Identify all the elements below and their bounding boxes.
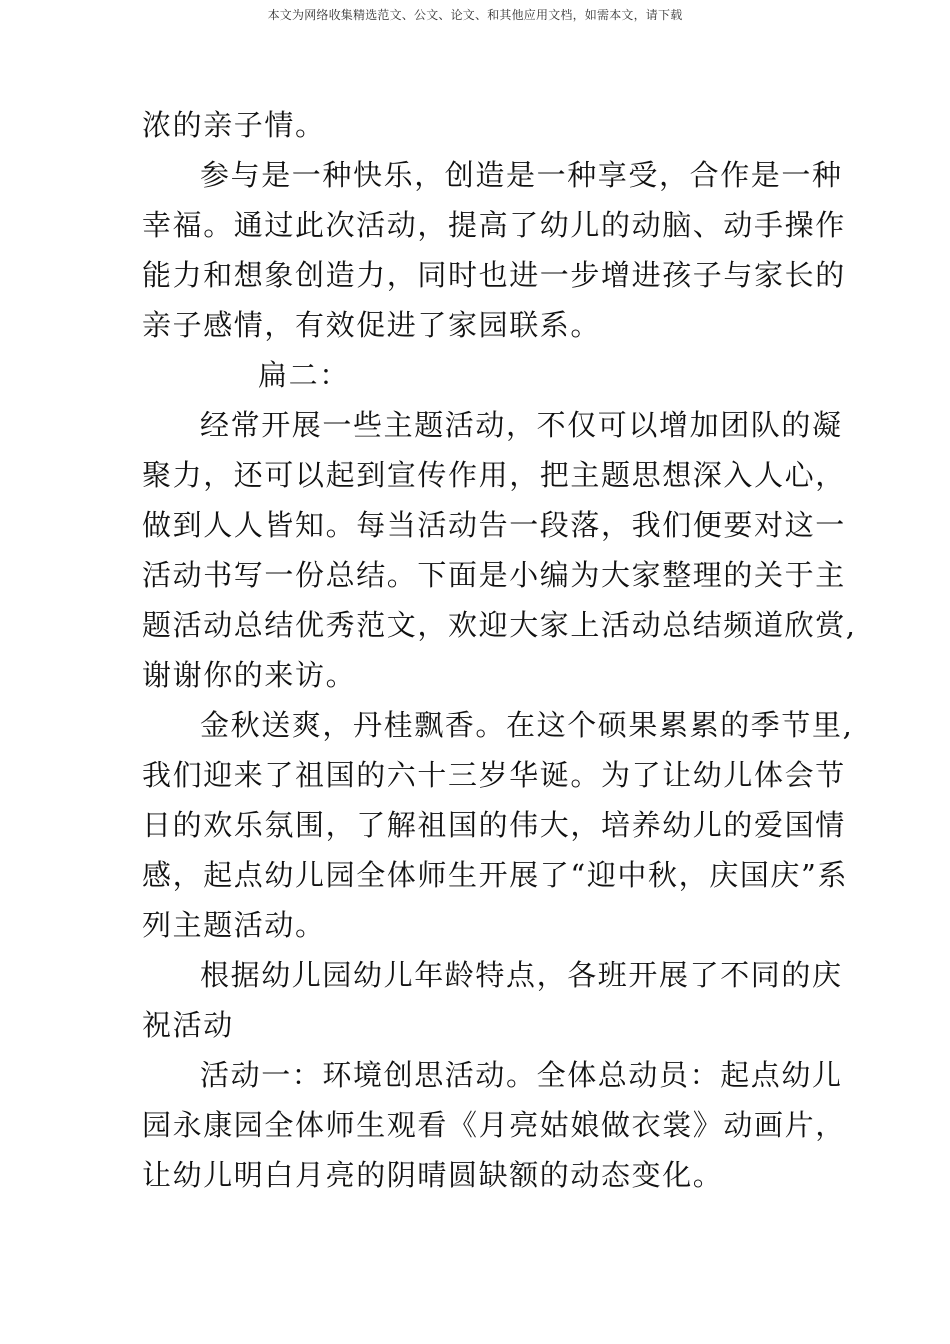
text-line: 谢谢你的来访。 — [142, 658, 357, 692]
text-line: 能力和想象创造力，同时也进一步增进孩子与家长的 — [142, 258, 846, 292]
text-line: 列主题活动。 — [142, 908, 326, 942]
text-line: 题活动总结优秀范文，欢迎大家上活动总结频道欣赏, — [142, 608, 857, 642]
text-line: 参与是一种快乐，创造是一种享受，合作是一种 — [200, 158, 843, 192]
text-line: 亲子感情，有效促进了家园联系。 — [142, 308, 602, 342]
text-line: 活动一：环境创思活动。全体总动员：起点幼儿 — [200, 1058, 843, 1092]
text-line: 幸福。通过此次活动，提高了幼儿的动脑、动手操作 — [142, 208, 846, 242]
text-line: 祝活动 — [142, 1008, 234, 1042]
document-body — [142, 100, 857, 1200]
text-line: 浓的亲子情。 — [142, 108, 326, 142]
text-line: 日的欢乐氛围，了解祖国的伟大，培养幼儿的爱国情 — [142, 808, 846, 842]
text-line: 经常开展一些主题活动，不仅可以增加团队的凝 — [200, 408, 843, 442]
text-line: 我们迎来了祖国的六十三岁华诞。为了让幼儿体会节 — [142, 758, 846, 792]
page-header-note: 本文为网络收集精选范文、公文、论文、和其他应用文档，如需本文，请下载 — [267, 8, 683, 22]
text-line: 根据幼儿园幼儿年龄特点，各班开展了不同的庆 — [200, 958, 843, 992]
text-line: 活动书写一份总结。下面是小编为大家整理的关于主 — [142, 558, 846, 592]
text-line: 感，起点幼儿园全体师生开展了“迎中秋，庆国庆”系 — [142, 858, 849, 892]
text-line: 聚力，还可以起到宣传作用，把主题思想深入人心， — [142, 458, 846, 492]
text-line: 园永康园全体师生观看《月亮姑娘做衣裳》动画片， — [142, 1108, 846, 1142]
text-line: 做到人人皆知。每当活动告一段落，我们便要对这一 — [142, 508, 846, 542]
section-heading: 扁二： — [258, 358, 350, 392]
text-line: 金秋送爽，丹桂飘香。在这个硕果累累的季节里, — [200, 708, 854, 742]
text-line: 让幼儿明白月亮的阴晴圆缺额的动态变化。 — [142, 1158, 724, 1192]
